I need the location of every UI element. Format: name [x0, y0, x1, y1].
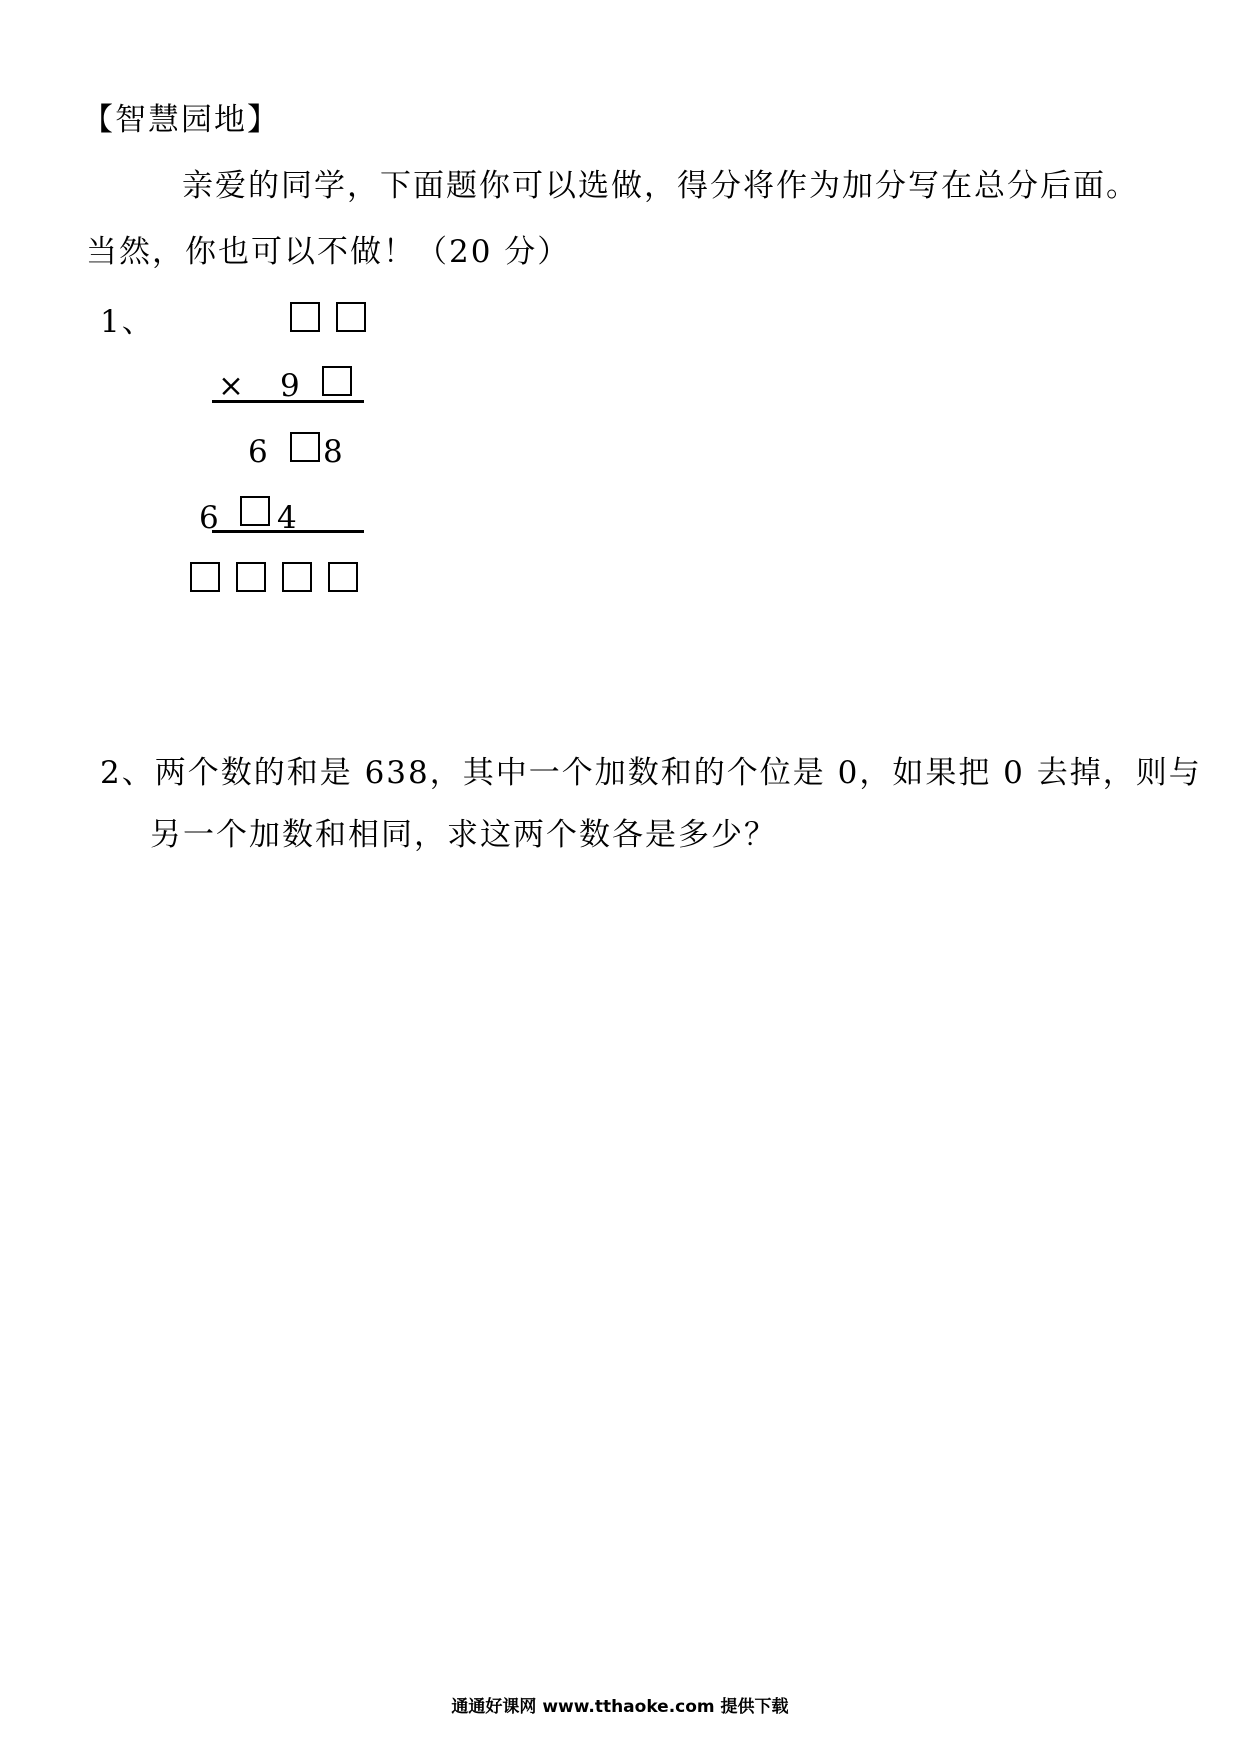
- blank-box[interactable]: [328, 562, 358, 592]
- blank-box[interactable]: [290, 302, 320, 332]
- intro-line-1: 亲爱的同学，下面题你可以选做，得分将作为加分写在总分后面。: [182, 168, 1139, 204]
- sum-rule: [212, 530, 364, 533]
- blank-box[interactable]: [282, 562, 312, 592]
- blank-box[interactable]: [236, 562, 266, 592]
- problem-2-line-2: 另一个加数和相同，求这两个数各是多少？: [150, 817, 777, 853]
- problem-1-number: 1、: [100, 304, 155, 340]
- blank-box[interactable]: [322, 366, 352, 396]
- section-title: 【智慧园地】: [82, 102, 280, 138]
- blank-box[interactable]: [336, 302, 366, 332]
- intro-line-2: 当然，你也可以不做！（20 分）: [86, 234, 571, 270]
- footer: 通通好课网 www.tthaoke.com 提供下载: [451, 1697, 789, 1717]
- multiplication-rule: [212, 400, 364, 403]
- partial2-digit: 6: [199, 500, 219, 536]
- blank-box[interactable]: [290, 432, 320, 462]
- blank-box[interactable]: [240, 496, 270, 526]
- problem-2-line-1: 2、两个数的和是 638，其中一个加数和的个位是 0，如果把 0 去掉，则与: [100, 755, 1202, 791]
- multiplier-digit: 9: [280, 368, 300, 404]
- blank-box[interactable]: [190, 562, 220, 592]
- partial1-digit: 6: [248, 434, 268, 470]
- partial1-digit: 8: [323, 434, 343, 470]
- partial2-digit: 4: [277, 500, 297, 536]
- multiply-sign: ×: [218, 368, 244, 404]
